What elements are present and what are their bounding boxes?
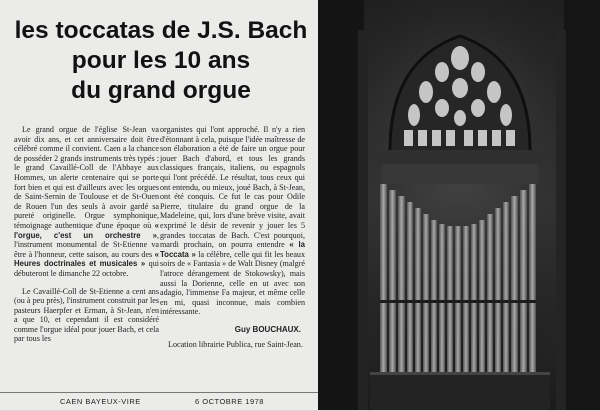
footer-date: 6 OCTOBRE 1978	[195, 397, 264, 406]
footer-city: CAEN BAYEUX-VIRE	[60, 397, 141, 406]
left-paragraph-2: Le Cavaillé-Coll de St-Etienne a cent ans (ou à peu près), l'instrument construit par les pasteurs Haerpfer et Erman, à St-Jean, n'en a que 10, et cependant il est considéré comme l'orgue idéal pour jouer Bach, et cela par tous les	[14, 286, 159, 344]
article-right-column	[160, 125, 305, 358]
right-p1-bold-toccata: « la Toccata »	[160, 240, 305, 259]
ticket-location: Location librairie Publica, rue Saint-Jean.	[168, 340, 303, 350]
left-p1-text-b: , l'instrument monumental de St-Etienne va être à l'honneur, cette saison, au cours des	[14, 230, 159, 259]
page-footer	[0, 392, 318, 411]
left-p1-bold-quote: « l'orgue, c'est un orchestre »	[14, 220, 159, 240]
headline-line-2: pour les 10 ans	[71, 47, 251, 74]
organ-photograph	[318, 0, 600, 410]
right-p1-text-b: la célèbre, celle qui fit les beaux soirs de « Fantasia » de Walt Disney (malgré l'atroce dérangement de Stokowsky), mais aussi la Dorienne, celle en ut avec son adagio, l'immense Fa majeur, et même celle en mi, quasi inconnue, mais combien intéressante.	[160, 249, 306, 317]
left-p1-text-a: Le grand orgue de l'église St-Jean va avoir dix ans, et cet anniversaire doit être célébré comme il convient. Caen a la chance de posséder 2 grands instruments très typés : le grand Cavaillé-Coll de l'Abbaye aux Hommes, un alerte centenaire qui se porte fort bien et qui est d'ailleurs avec les orgues de Saint-Sernin de Toulouse et de St-Ouen de Rouen l'un des seuls à avoir gardé sa pureté originelle. Orgue symphonique, témoignage authentique d'une époque où	[14, 125, 159, 230]
right-p1-text-a: organistes qui l'ont approché. Il n'y a rien d'étonnant à cela, puisque l'idée maîtresse de son élaboration a été de faire un orgue pour jouer Bach d'abord, et tous les grands classiques français, italiens, ou espagnols qui l'ont précédé. Le résultat, tous ceux qui ont entendu, ou mieux, joué Bach, à St-Jean, ont été conquis. Ce fut le cas pour Odile Pierre, titulaire du grand orgue de la Madeleine, qui, lors d'une brève visite, avait exprimé le désir de revenir y jouer les 5 grandes toccatas de Bach. C'est pourquoi, mardi prochain, on pourra entendre	[160, 125, 305, 250]
headline-line-3: du grand orgue	[71, 77, 251, 104]
right-paragraph-1	[160, 125, 305, 317]
headline-line-1: les toccatas de J.S. Bach	[14, 17, 308, 44]
author-signature: Guy BOUCHAUX.	[234, 324, 301, 334]
headline	[10, 16, 312, 106]
left-paragraph-1	[14, 125, 159, 279]
organ-photo-illustration	[318, 0, 600, 410]
left-p1-text-c: qui débuteront le dimanche 22 octobre.	[14, 259, 159, 278]
article-left-column	[14, 125, 159, 352]
left-p1-bold-event: « Heures doctrinales et musicales »	[14, 249, 159, 269]
